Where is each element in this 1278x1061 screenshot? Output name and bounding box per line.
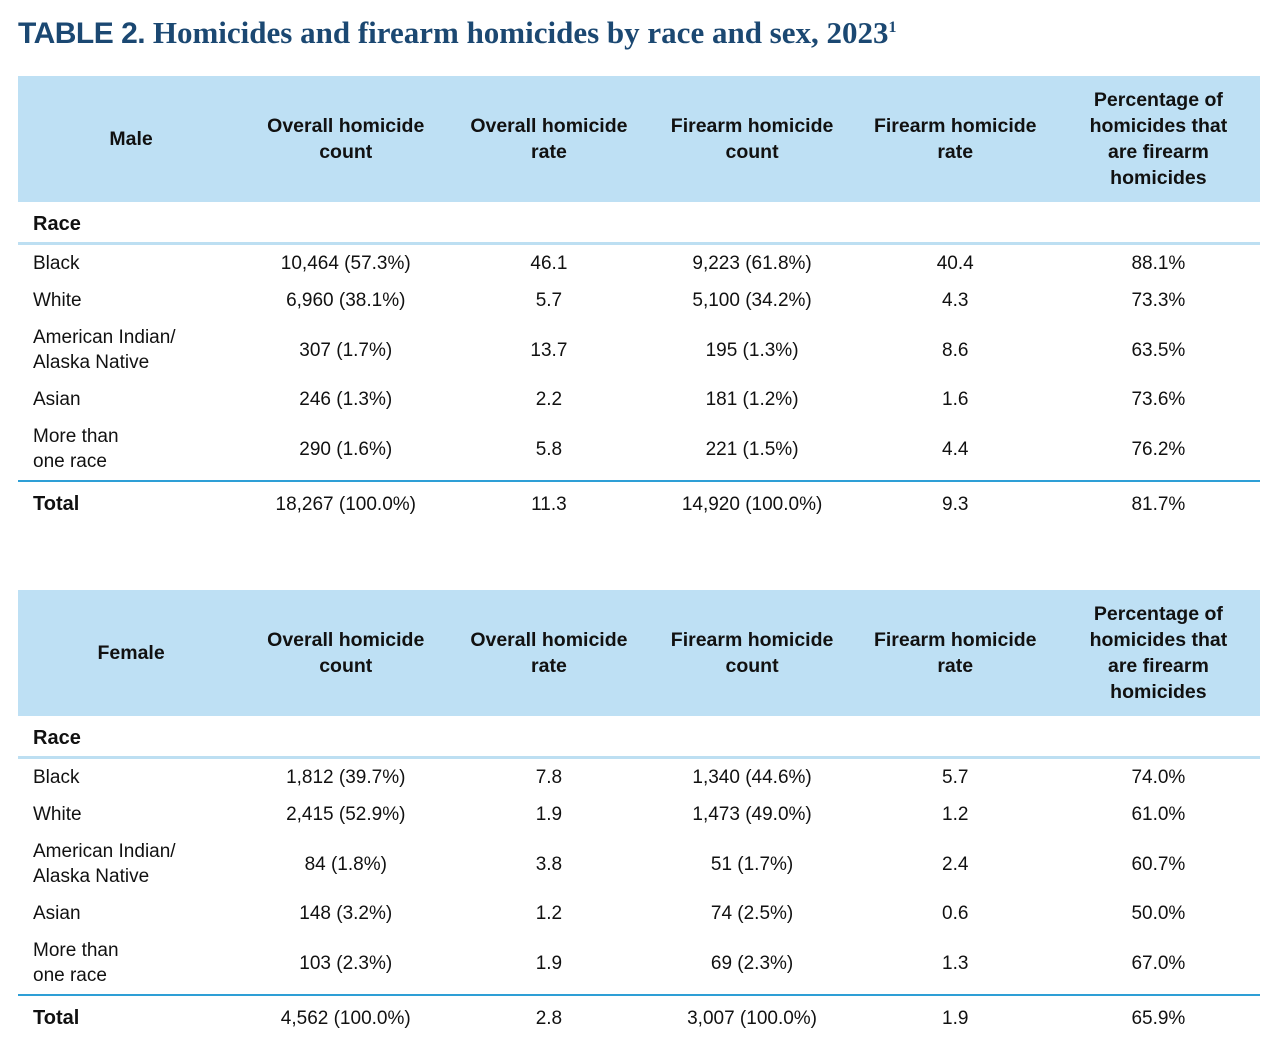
row-label-text: More than: [33, 940, 119, 961]
cell-firearm-count: 51 (1.7%): [710, 853, 794, 875]
row-label-text: one race: [33, 965, 107, 986]
row-label: [18, 418, 244, 481]
cell-overall-rate: 3.8: [535, 853, 563, 875]
cell-overall-count: 307 (1.7%): [299, 339, 393, 361]
row-label-text: American Indian/: [33, 841, 176, 862]
cell-firearm-count: 1,340 (44.6%): [692, 767, 812, 788]
cell-percentage: 63.5%: [1131, 339, 1186, 361]
cell-overall-count: 10,464 (57.3%): [280, 253, 411, 274]
cell-overall-count: 2,415 (52.9%): [286, 804, 406, 825]
cell-percentage: 74.0%: [1131, 767, 1186, 788]
row-label-text: Asian: [33, 389, 81, 410]
row-label-text: Alaska Native: [33, 866, 150, 887]
cell-overall-rate: 7.8: [535, 767, 563, 788]
cell-overall-rate: 46.1: [530, 253, 568, 274]
row-label: [18, 319, 244, 381]
row-label-text: White: [33, 804, 82, 825]
cell-overall-rate: 1.2: [535, 903, 563, 924]
cell-firearm-rate: 1.6: [942, 389, 969, 410]
row-label: [18, 381, 244, 418]
race-section-row: [18, 716, 1260, 758]
total-label: Total: [18, 995, 244, 1042]
cell-percentage: 50.0%: [1131, 903, 1186, 924]
cell-firearm-count: 181 (1.2%): [705, 389, 799, 410]
column-header-firearm-rate: Firearm homicide rate: [854, 76, 1057, 202]
cell-overall-count: 103 (2.3%): [299, 952, 393, 974]
table-row-white: [18, 796, 1260, 833]
cell-percentage: 88.1%: [1131, 253, 1186, 274]
male-header-row: [18, 76, 1260, 202]
cell-overall-rate: 2.2: [535, 389, 563, 410]
cell-firearm-count: 74 (2.5%): [710, 903, 794, 924]
total-label: Total: [18, 481, 244, 528]
row-label: [18, 758, 244, 797]
row-label-text: Black: [33, 253, 80, 274]
cell-firearm-count: 195 (1.3%): [705, 339, 799, 361]
cell-firearm-rate: 2.4: [942, 853, 969, 875]
column-header-overall-count: Overall homicide count: [244, 590, 447, 716]
male-table: [18, 76, 1260, 528]
table-row-more-than-one-race: [18, 932, 1260, 995]
cell-overall-count: 84 (1.8%): [304, 853, 387, 875]
row-label-text: White: [33, 290, 82, 311]
row-label: [18, 796, 244, 833]
cell-firearm-rate: 9.3: [854, 481, 1057, 528]
cell-overall-rate: 2.8: [447, 995, 650, 1042]
cell-overall-rate: 5.8: [535, 438, 563, 460]
row-label-text: Black: [33, 767, 80, 788]
table-row-black: [18, 244, 1260, 283]
race-section-row: [18, 202, 1260, 244]
cell-overall-count: 1,812 (39.7%): [286, 767, 406, 788]
table-row-more-than-one-race: [18, 418, 1260, 481]
cell-overall-rate: 13.7: [530, 339, 568, 361]
column-header-firearm-count: Firearm homicide count: [650, 76, 853, 202]
title-prefix: TABLE 2.: [18, 17, 146, 50]
cell-percentage: 81.7%: [1057, 481, 1260, 528]
cell-firearm-count: 5,100 (34.2%): [692, 290, 812, 311]
cell-firearm-rate: 4.4: [942, 438, 969, 460]
column-header-overall-rate: Overall homicide rate: [447, 590, 650, 716]
row-label-text: American Indian/: [33, 327, 176, 348]
cell-firearm-rate: 0.6: [942, 903, 969, 924]
cell-firearm-rate: 1.9: [854, 995, 1057, 1042]
cell-percentage: 65.9%: [1057, 995, 1260, 1042]
cell-firearm-count: 9,223 (61.8%): [692, 253, 812, 274]
cell-firearm-rate: 8.6: [942, 339, 969, 361]
table-row-asian: [18, 895, 1260, 932]
row-label: [18, 282, 244, 319]
cell-overall-rate: 11.3: [447, 481, 650, 528]
row-label: [18, 833, 244, 895]
cell-overall-count: 290 (1.6%): [299, 438, 393, 460]
cell-firearm-rate: 1.2: [942, 804, 969, 825]
cell-percentage: 67.0%: [1131, 952, 1186, 974]
cell-percentage: 76.2%: [1131, 438, 1186, 460]
cell-firearm-rate: 4.3: [942, 290, 969, 311]
race-section-label: Race: [18, 716, 1260, 758]
cell-firearm-count: 221 (1.5%): [705, 438, 799, 460]
cell-overall-count: 148 (3.2%): [299, 903, 393, 924]
cell-overall-count: 18,267 (100.0%): [244, 481, 447, 528]
column-header-overall-count: Overall homicide count: [244, 76, 447, 202]
cell-percentage: 73.3%: [1131, 290, 1186, 311]
cell-firearm-count: 3,007 (100.0%): [650, 995, 853, 1042]
row-label-text: Alaska Native: [33, 352, 150, 373]
cell-percentage: 60.7%: [1131, 853, 1186, 875]
row-label: [18, 895, 244, 932]
female-header-row: [18, 590, 1260, 716]
column-header-firearm-count: Firearm homicide count: [650, 590, 853, 716]
row-label-text: More than: [33, 426, 119, 447]
row-label-text: one race: [33, 451, 107, 472]
column-header-percentage-firearm: Percentage of homicides that are firearm homicides: [1057, 76, 1260, 202]
cell-overall-count: 6,960 (38.1%): [286, 290, 406, 311]
title-superscript: 1: [888, 19, 897, 36]
cell-percentage: 61.0%: [1131, 804, 1186, 825]
row-label: [18, 244, 244, 283]
table-row-black: [18, 758, 1260, 797]
column-header-percentage-firearm: Percentage of homicides that are firearm homicides: [1057, 590, 1260, 716]
cell-overall-rate: 1.9: [535, 952, 563, 974]
column-header-overall-rate: Overall homicide rate: [447, 76, 650, 202]
cell-overall-count: 4,562 (100.0%): [244, 995, 447, 1042]
cell-firearm-rate: 40.4: [936, 253, 974, 274]
row-label: [18, 932, 244, 995]
table-row-american-indian-alaska-native: [18, 833, 1260, 895]
cell-firearm-rate: 1.3: [942, 952, 969, 974]
cell-firearm-rate: 5.7: [942, 767, 969, 788]
cell-firearm-count: 1,473 (49.0%): [692, 804, 812, 825]
female-table: [18, 590, 1260, 1042]
page-title: [18, 10, 1260, 52]
group-label-female: Female: [18, 590, 244, 716]
table-row-asian: [18, 381, 1260, 418]
row-label-text: Asian: [33, 903, 81, 924]
total-row-male: [18, 481, 1260, 528]
cell-firearm-count: 14,920 (100.0%): [650, 481, 853, 528]
cell-overall-count: 246 (1.3%): [299, 389, 393, 410]
group-label-male: Male: [18, 76, 244, 202]
cell-firearm-count: 69 (2.3%): [710, 952, 794, 974]
cell-overall-rate: 1.9: [535, 804, 563, 825]
race-section-label: Race: [18, 202, 1260, 244]
table-row-white: [18, 282, 1260, 319]
column-header-firearm-rate: Firearm homicide rate: [854, 590, 1057, 716]
total-row-female: [18, 995, 1260, 1042]
title-text: Homicides and firearm homicides by race and sex, 2023: [145, 15, 889, 50]
cell-percentage: 73.6%: [1131, 389, 1186, 410]
table-row-american-indian-alaska-native: [18, 319, 1260, 381]
cell-overall-rate: 5.7: [535, 290, 563, 311]
